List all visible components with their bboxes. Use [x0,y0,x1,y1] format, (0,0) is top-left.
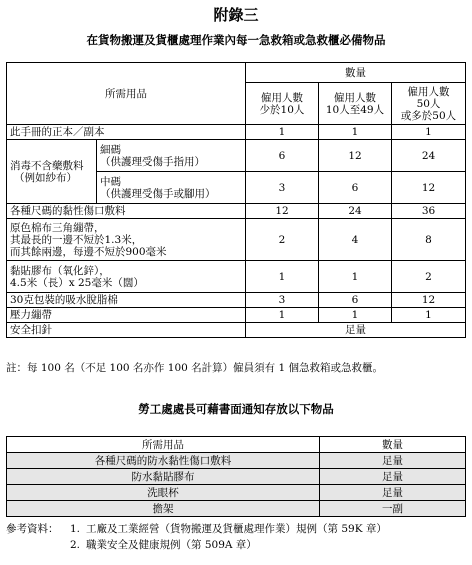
table-row [7,261,466,293]
optional-items-table [6,436,466,517]
row-value: 6 [319,172,392,204]
table-row [7,453,466,469]
row-value: 1 [246,261,319,293]
row-value: 6 [319,293,392,308]
row-value: 12 [392,172,466,204]
table-row [7,469,466,485]
header-col-50-plus: 僱用人數 50人 或多於50人 [392,83,466,125]
row-label: 30克包裝的吸水脫脂棉 [7,293,246,308]
row-item: 防水黏貼膠布 [7,469,320,485]
row-label: 各種尺碼的黏性傷口敷料 [7,204,246,219]
appendix-title: 附錄三 [213,6,259,24]
row-value: 1 [246,308,319,323]
row-quantity: 足量 [320,485,466,501]
row-quantity: 一副 [320,501,466,517]
row-quantity: 足量 [320,469,466,485]
table-row [7,501,466,517]
row-value: 1 [319,261,392,293]
row-value: 3 [246,172,319,204]
header-col-under-10: 僱用人數 少於10人 [246,83,319,125]
row-value: 1 [319,125,392,140]
table-row [7,140,466,172]
row-label: 壓力繃帶 [7,308,246,323]
row-item: 洗眼杯 [7,485,320,501]
row-value: 1 [246,125,319,140]
sterile-dressing-group-label: 消毒不含藥敷料 （例如紗布） [7,140,97,204]
row-value: 1 [392,308,466,323]
safety-pin-quantity: 足量 [246,323,466,338]
row-label: 原色棉布三角繃帶， 其最長的一邊不短於1.3米， 而其餘兩邊，每邊不短於900毫米 [7,219,246,261]
references [6,521,468,553]
reference-text: 職業安全及健康規例（第 509A 章） [86,539,257,551]
table-row [7,293,466,308]
row-value: 36 [392,204,466,219]
row-value: 8 [392,219,466,261]
section-title: 勞工處處長可藉書面通知存放以下物品 [138,402,334,416]
table-row [7,485,466,501]
header-col-10-to-49: 僱用人數 10人至49人 [319,83,392,125]
sterile-small-label: 細碼 （供護理受傷手指用） [97,140,246,172]
row-value: 12 [319,140,392,172]
table-row [7,204,466,219]
row-item: 各種尺碼的防水黏性傷口敷料 [7,453,320,469]
row-value: 1 [319,308,392,323]
table-row [7,125,466,140]
reference-item [6,521,468,537]
table-row [7,219,466,261]
row-label: 此手冊的正本／副本 [7,125,246,140]
table-header-row [7,437,466,453]
table-row [7,323,466,338]
table-header-row [7,63,466,83]
row-value: 24 [319,204,392,219]
first-aid-items-table [6,62,466,338]
header-required-items: 所需用品 [7,63,246,125]
row-value: 12 [392,293,466,308]
row-value: 3 [246,293,319,308]
safety-pin-label: 安全扣針 [7,323,246,338]
row-value: 1 [392,125,466,140]
row-quantity: 足量 [320,453,466,469]
header-quantity: 數量 [320,437,466,453]
reference-text: 工廠及工業經營（貨物搬運及貨櫃處理作業）規例（第 59K 章） [86,523,387,535]
row-value: 6 [246,140,319,172]
row-item: 擔架 [7,501,320,517]
header-quantity: 數量 [246,63,466,83]
table-footnote: 註：每 100 名（不足 100 名亦作 100 名計算）僱員須有 1 個急救箱或急救櫃。 [6,362,384,374]
sterile-medium-label: 中碼 （供護理受傷手或腳用） [97,172,246,204]
row-value: 12 [246,204,319,219]
row-value: 4 [319,219,392,261]
row-label: 黏貼膠布（氧化鋅）， 4.5米（長）x 25毫米（闊） [7,261,246,293]
header-required-items: 所需用品 [7,437,320,453]
row-value: 2 [392,261,466,293]
appendix-subtitle: 在貨物搬運及貨櫃處理作業內每一急救箱或急救櫃必備物品 [86,33,386,47]
reference-number: 1. [70,523,81,535]
reference-item [6,537,468,553]
references-label: 參考資料： [6,523,59,535]
table-row [7,308,466,323]
reference-number: 2. [70,539,81,551]
row-value: 2 [246,219,319,261]
row-value: 24 [392,140,466,172]
